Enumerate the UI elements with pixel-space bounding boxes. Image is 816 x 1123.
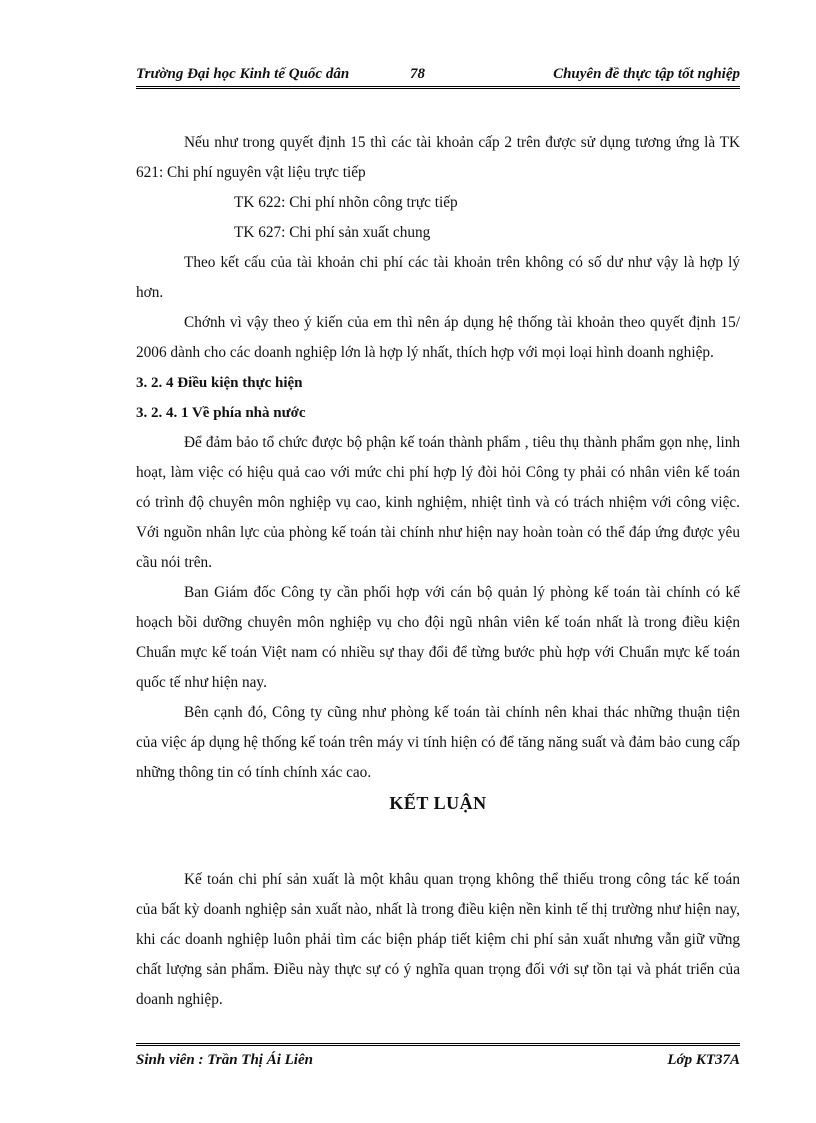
section-heading-state: 3. 2. 4. 1 Về phía nhà nước <box>136 405 306 421</box>
section-heading-conditions: 3. 2. 4 Điều kiện thực hiện <box>136 375 303 391</box>
page-footer <box>136 1043 740 1068</box>
document-body <box>136 128 740 818</box>
paragraph-tk-intro: Nếu như trong quyết định 15 thì các tài khoản cấp 2 trên được sử dụng tương ứng là TK 621: Chi phí nguyên vật liệu trực tiếp <box>136 134 740 181</box>
footer-student: Sinh viên : Trần Thị Ái Liên <box>136 1052 313 1068</box>
paragraph-structure: Theo kết cấu của tài khoản chi phí các tài khoản trên không có số dư như vậy là hợp lý hơn. <box>136 254 740 301</box>
paragraph-staffing: Để đảm bảo tổ chức được bộ phận kế toán thành phẩm , tiêu thụ thành phẩm gọn nhẹ, linh hoạt, làm việc có hiệu quả cao với mức chi phí hợp lý đòi hỏi Công ty phải có nhân viên kế toán có trình độ chuyên môn nghiệp vụ cao, kinh nghiệm, nhiệt tình và có trách nhiệm với công việc. Với nguồn nhân lực của phòng kế toán tài chính như hiện nay hoàn toàn có thể đáp ứng được yêu cầu nói trên. <box>136 434 740 571</box>
conclusion-title: KẾT LUẬN <box>389 793 487 813</box>
header-school: Trường Đại học Kinh tế Quốc dân <box>136 66 350 82</box>
paragraph-recommendation: Chớnh vì vậy theo ý kiến của em thì nên áp dụng hệ thống tài khoản theo quyết định 15/ 2006 dành cho các doanh nghiệp lớn là hợp lý nhất, thích hợp với mọi loại hình doanh nghiệp. <box>136 314 740 361</box>
header-page-number: 78 <box>410 66 425 82</box>
header-doc-title: Chuyên đề thực tập tốt nghiệp <box>553 66 740 82</box>
paragraph-tk-627: TK 627: Chi phí sản xuất chung <box>234 224 431 241</box>
page-header <box>136 62 740 89</box>
paragraph-training: Ban Giám đốc Công ty cần phối hợp với cán bộ quản lý phòng kế toán tài chính có kế hoạch bồi dưỡng chuyên môn nghiệp vụ cho đội ngũ nhân viên kế toán nhất là trong điều kiện Chuẩn mực kế toán Việt nam có nhiều sự thay đổi để từng bước phù hợp với Chuẩn mực kế toán quốc tế như hiện nay. <box>136 584 740 691</box>
footer-class: Lớp KT37A <box>667 1052 740 1068</box>
paragraph-conclusion: Kế toán chi phí sản xuất là một khâu quan trọng không thể thiếu trong công tác kế toán của bất kỳ doanh nghiệp sản xuất nào, nhất là trong điều kiện nền kinh tế thị trường như hiện nay, khi các doanh nghiệp luôn phải tìm các biện pháp tiết kiệm chi phí sản xuất nhưng vẫn giữ vững chất lượng sản phẩm. Điều này thực sự có ý nghĩa quan trọng đối với sự tồn tại và phát triển của doanh nghiệp. <box>136 871 740 1008</box>
paragraph-tk-622: TK 622: Chi phí nhõn công trực tiếp <box>234 194 458 211</box>
conclusion-section <box>136 865 740 1015</box>
paragraph-computerization: Bên cạnh đó, Công ty cũng như phòng kế toán tài chính nên khai thác những thuận tiện của việc áp dụng hệ thống kế toán trên máy vi tính hiện có để tăng năng suất và đảm bảo cung cấp những thông tin có tính chính xác cao. <box>136 704 740 781</box>
